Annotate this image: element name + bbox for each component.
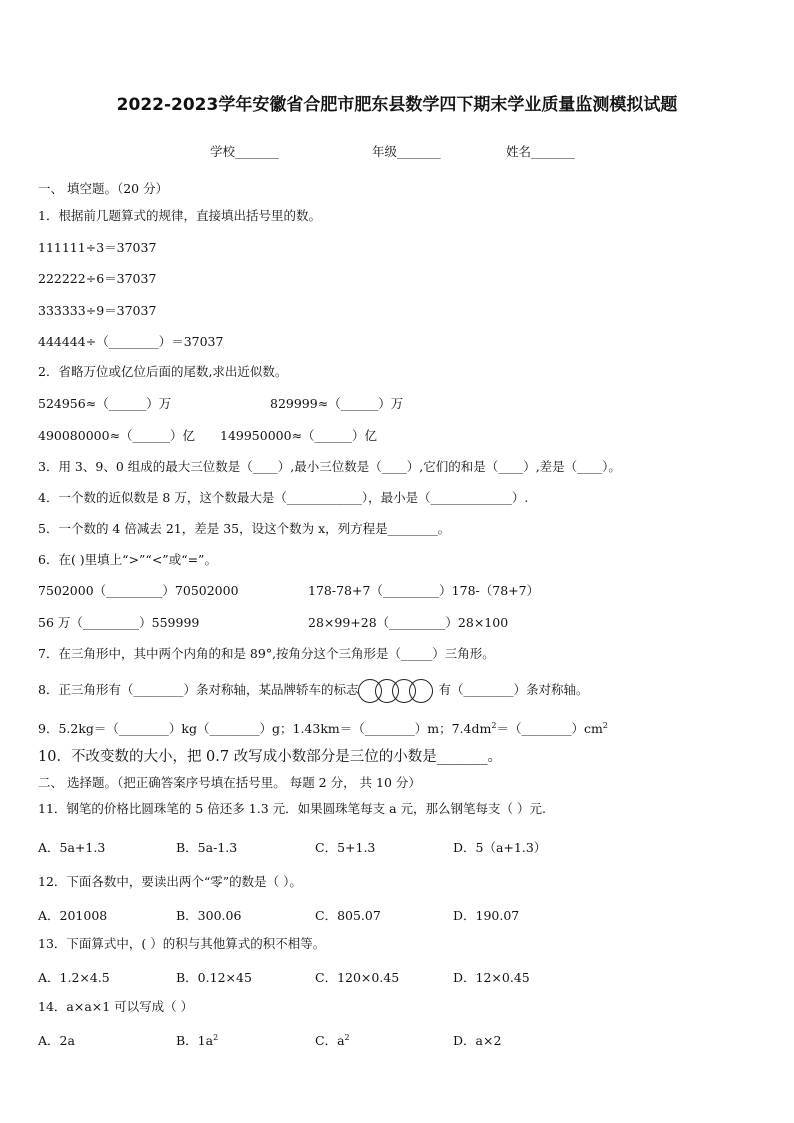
q8-after: 有（________）条对称轴。 [438, 682, 589, 697]
q2-a: 524956≈（______）万 [38, 396, 172, 411]
car-logo-rings-icon [358, 679, 438, 703]
q11-option-c: C．5+1.3 [315, 840, 376, 855]
q2-stem: 2．省略万位或亿位后面的尾数,求出近似数。 [38, 364, 288, 379]
q9-sup2: 2 [602, 721, 608, 730]
section2-header: 二、 选择题。（把正确答案序号填在括号里。 每题 2 分， 共 10 分） [38, 775, 421, 790]
q14-option-a: A．2a [38, 1033, 75, 1048]
q1-line1: 111111÷3＝37037 [38, 240, 157, 255]
q9 [38, 718, 608, 737]
q12-option-b: B．300.06 [176, 908, 242, 923]
q14-option-c [315, 1031, 350, 1049]
school-field: 学校_______ [210, 144, 279, 159]
q11-option-d: D．5（a+1.3） [453, 840, 547, 855]
q13-stem: 13．下面算式中，( ）的积与其他算式的积不相等。 [38, 936, 326, 951]
q14-option-c-sup: 2 [344, 1032, 350, 1042]
q8 [38, 678, 588, 703]
q13-option-d: D．12×0.45 [453, 970, 530, 985]
q8-before: 8．正三角形有（________）条对称轴，某品牌轿车的标志 [38, 682, 359, 697]
q14-option-d: D．a×2 [453, 1033, 502, 1048]
q2-b: 829999≈（______）万 [270, 396, 404, 411]
q2-d: 149950000≈（______）亿 [220, 428, 378, 443]
grade-field: 年级_______ [372, 144, 441, 159]
q13-option-a: A．1.2×4.5 [38, 970, 110, 985]
q12-option-c: C．805.07 [315, 908, 381, 923]
q14-option-c-text: C．a [315, 1033, 345, 1048]
q6-a: 7502000（_________）70502000 [38, 583, 239, 598]
q11-option-b: B．5a-1.3 [176, 840, 238, 855]
section1-header: 一、 填空题。（20 分） [38, 181, 169, 196]
q1-line4: 444444÷（________）＝37037 [38, 334, 224, 349]
q5: 5．一个数的 4 倍减去 21，差是 35，设这个数为 x，列方程是________。 [38, 521, 451, 536]
q12-stem: 12．下面各数中，要读出两个“零”的数是（ ）。 [38, 874, 302, 889]
q13-option-c: C．120×0.45 [315, 970, 400, 985]
q6-d: 28×99+28（_________）28×100 [308, 615, 509, 630]
name-field: 姓名_______ [506, 144, 575, 159]
q14-option-b-text: B．1a [176, 1033, 214, 1048]
q11-stem: 11．钢笔的价格比圆珠笔的 5 倍还多 1.3 元．如果圆珠笔每支 a 元，那么钢笔每支（ ）元. [38, 801, 546, 816]
q6-c: 56 万（_________）559999 [38, 615, 200, 630]
q1-line3: 333333÷9＝37037 [38, 303, 157, 318]
q9-b: ＝（________）cm [496, 721, 603, 737]
q6-stem: 6．在( )里填上“>”“<”或“=”。 [38, 552, 217, 567]
q7: 7．在三角形中，其中两个内角的和是 89°,按角分这个三角形是（_____）三角形。 [38, 646, 495, 661]
q12-option-a: A．201008 [38, 908, 108, 923]
q12-option-d: D．190.07 [453, 908, 520, 923]
page-title: 2022-2023学年安徽省合肥市肥东县数学四下期末学业质量监测模拟试题 [116, 95, 678, 115]
q4: 4．一个数的近似数是 8 万，这个数最大是（____________），最小是（_____________）. [38, 490, 529, 505]
q13-option-b: B．0.12×45 [176, 970, 252, 985]
q14-stem: 14．a×a×1 可以写成（ ） [38, 999, 194, 1014]
q1-stem: 1．根据前几题算式的规律，直接填出括号里的数。 [38, 208, 321, 223]
q2-c: 490080000≈（______）亿 [38, 428, 196, 443]
q3: 3．用 3、9、0 组成的最大三位数是（____）,最小三位数是（____）,它们的和是（____）,差是（____）。 [38, 459, 621, 474]
q1-line2: 222222÷6＝37037 [38, 271, 157, 286]
q11-option-a: A．5a+1.3 [38, 840, 106, 855]
q14-option-b [176, 1031, 218, 1049]
q9-sup1: 2 [491, 721, 497, 730]
q6-b: 178-78+7（_________）178-（78+7） [308, 583, 540, 598]
q9-a: 9．5.2kg＝（________）kg（________）g；1.43km＝（________）m；7.4dm [38, 721, 492, 737]
q14-option-b-sup: 2 [213, 1032, 219, 1042]
q10: 10．不改变数的大小，把 0.7 改写成小数部分是三位的小数是_______。 [38, 749, 502, 765]
